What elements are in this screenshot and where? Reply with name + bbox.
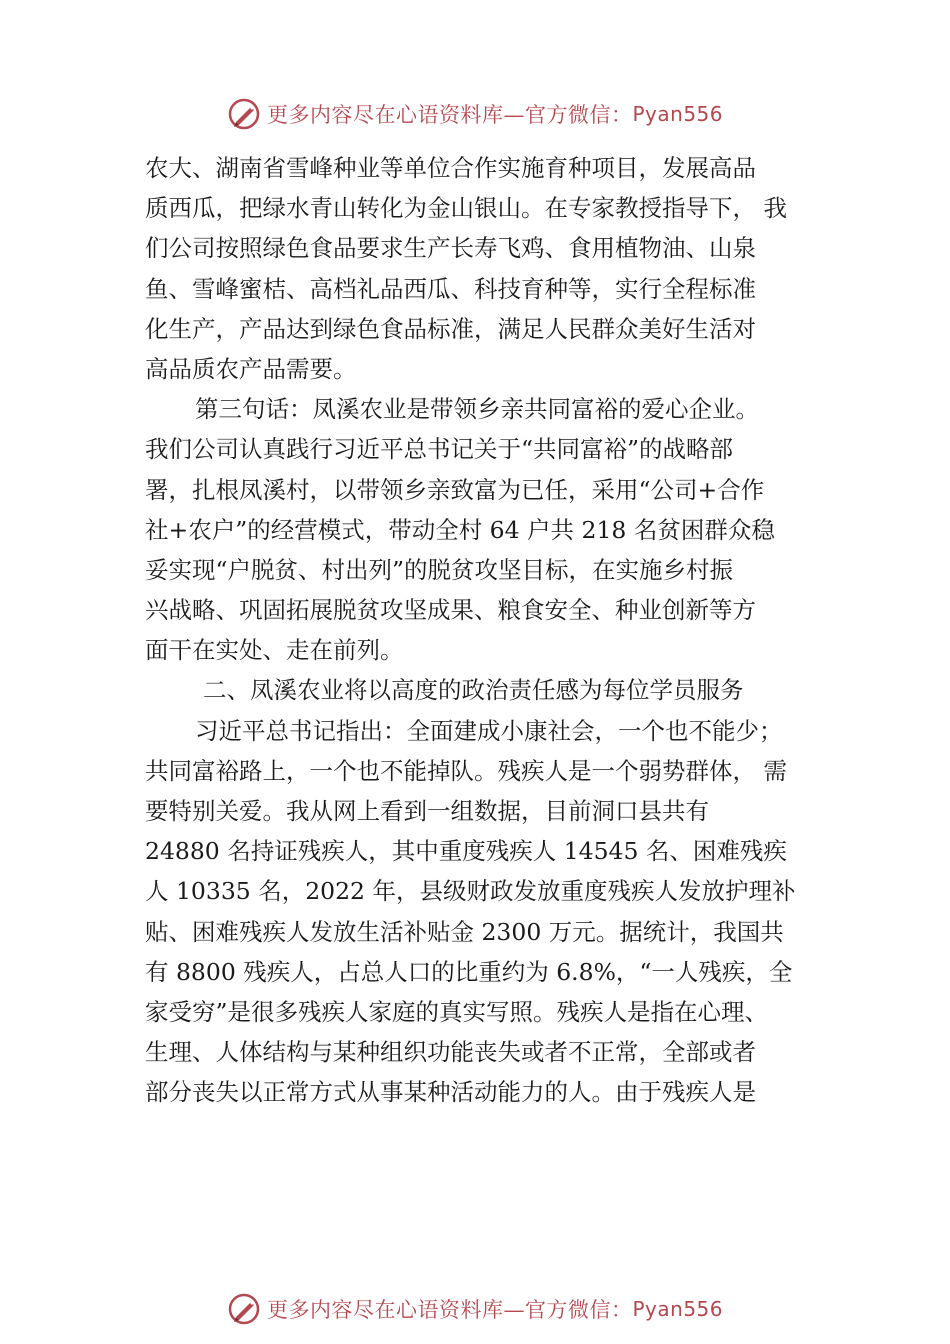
text-line: 鱼、雪峰蜜桔、高档礼品西瓜、科技育种等，实行全程标准 [145,274,756,303]
header-banner-code: Pyan556 [632,102,723,126]
header-banner-text: 更多内容尽在心语资料库—官方微信： [266,103,633,127]
text-line: 部分丧失以正常方式从事某种活动能力的人。由于残疾人是 [145,1078,756,1107]
text-line: 兴战略、巩固拓展脱贫攻坚成果、粮食安全、种业创新等方 [145,596,756,625]
document-body [145,148,815,1113]
footer-banner-text: 更多内容尽在心语资料库—官方微信： [266,1298,633,1322]
text-line: 化生产，产品达到绿色食品标准，满足人民群众美好生活对 [145,314,756,343]
text-line: 习近平总书记指出：全面建成小康社会，一个也不能少； [195,716,783,745]
section-heading: 二、凤溪农业将以高度的政治责任感为每位学员服务 [203,676,744,705]
text-line: 们公司按照绿色食品要求生产长寿飞鸡、食用植物油、山泉 [145,234,756,263]
text-line: 面干在实处、走在前列。 [145,636,404,665]
text-line: 有 8800 残疾人，占总人口的比重约为 6.8%，“一人残疾，全 [145,957,793,986]
text-line: 农大、湖南省雪峰种业等单位合作实施育种项目，发展高品 [145,154,756,182]
text-line: 质西瓜，把绿水青山转化为金山银山。在专家教授指导下， 我 [145,194,787,223]
text-line: 家受穷”是很多残疾人家庭的真实写照。残疾人是指在心理、 [145,997,769,1026]
text-line: 要特别关爱。我从网上看到一组数据，目前洞口县共有 [145,797,709,825]
text-line: 24880 名持证残疾人，其中重度残疾人 14545 名、困难残疾 [145,837,787,866]
paragraph-heading-third: 第三句话：凤溪农业是带领乡亲共同富裕的爱心企业。 [195,395,759,424]
pen-logo-icon [227,97,261,131]
text-line: 贴、困难残疾人发放生活补贴金 2300 万元。据统计，我国共 [145,917,784,946]
footer-banner [0,1289,950,1329]
text-line: 共同富裕路上，一个也不能掉队。残疾人是一个弱势群体， 需 [145,756,787,785]
text-line: 署，扎根凤溪村，以带领乡亲致富为已任，采用“公司+合作 [145,475,765,504]
text-line: 高品质农产品需要。 [145,354,357,383]
text-line: 社+农户”的经营模式，带动全村 64 户共 218 名贫困群众稳 [145,515,775,544]
text-line: 我们公司认真践行习近平总书记关于“共同富裕”的战略部 [145,435,734,464]
header-banner [0,94,950,134]
footer-banner-code: Pyan556 [632,1297,723,1321]
text-line: 生理、人体结构与某种组织功能丧失或者不正常，全部或者 [145,1038,756,1067]
pen-logo-icon [227,1292,261,1326]
text-line: 妥实现“户脱贫、村出列”的脱贫攻坚目标，在实施乡村振 [145,555,734,584]
text-line: 人 10335 名，2022 年，县级财政发放重度残疾人发放护理补 [145,877,796,906]
